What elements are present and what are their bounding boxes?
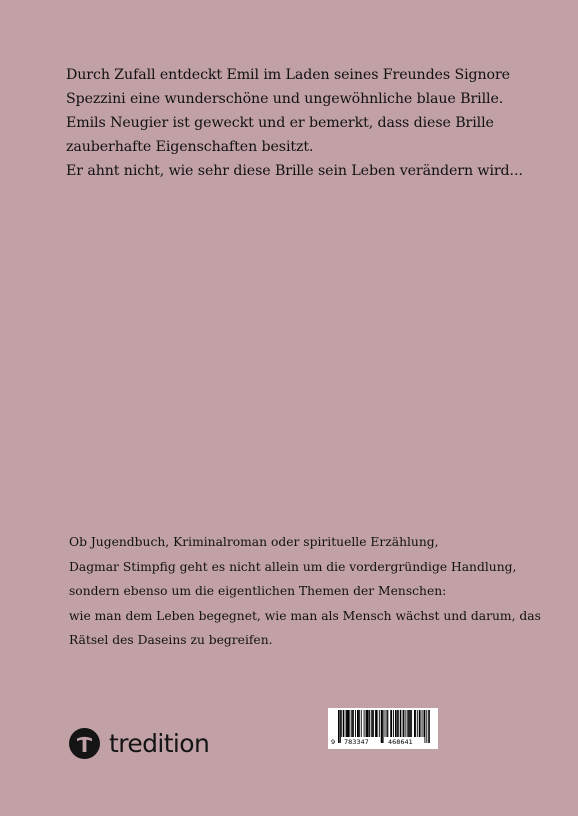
barcode-bar: [348, 710, 350, 737]
barcode-bar: [411, 710, 412, 737]
barcode-bar: [376, 710, 378, 737]
barcode-bar: [367, 710, 369, 737]
blurb-line: Durch Zufall entdeckt Emil im Laden seines Freundes Signore: [66, 67, 510, 83]
barcode-bar: [368, 710, 369, 737]
barcode-bar: [341, 710, 342, 737]
author-line: sondern ebenso um die eigentlichen Themen der Menschen:: [69, 584, 447, 598]
barcode-bar: [422, 710, 423, 737]
author-line: Dagmar Stimpfig geht es nicht allein um die vordergründige Handlung,: [69, 559, 517, 574]
barcode-bar: [375, 710, 376, 737]
barcode-bar: [415, 710, 416, 737]
author-line: Rätsel des Daseins zu begreifen.: [69, 633, 273, 647]
barcode-bar: [361, 710, 362, 737]
barcode-prefix: 9: [331, 738, 336, 746]
barcode-bar: [349, 710, 350, 737]
barcode-bar: [347, 710, 348, 737]
barcode-bar: [364, 710, 365, 737]
barcode-bar: [397, 710, 398, 737]
barcode-group-2: 468641: [388, 738, 413, 746]
barcode-bar: [405, 710, 406, 737]
barcode-bar: [358, 710, 359, 737]
blurb-text: [66, 63, 536, 183]
barcode-bar: [343, 710, 345, 737]
barcode-bar: [417, 710, 418, 737]
barcode-group-1: 783347: [344, 738, 369, 746]
barcode-bar: [373, 710, 374, 737]
barcode-bar: [395, 710, 397, 737]
barcode-bar: [369, 710, 370, 737]
barcode-digits: [328, 737, 438, 747]
blurb-line: zauberhafte Eigenschaften besitzt.: [66, 139, 314, 155]
blurb-line: Er ahnt nicht, wie sehr diese Brille sein Leben verändern wird...: [66, 163, 523, 179]
barcode-bar: [420, 710, 421, 737]
barcode-bar: [355, 710, 356, 737]
barcode-bar: [391, 710, 392, 737]
barcode-bar: [385, 710, 386, 737]
author-line: wie man dem Leben begegnet, wie man als Mensch wächst und darum, das: [69, 608, 541, 623]
barcode-bar: [351, 710, 352, 737]
barcode-bar: [407, 710, 408, 737]
barcode-bar: [408, 710, 409, 737]
author-description: [69, 530, 539, 653]
barcode-bar: [404, 710, 405, 737]
barcode-bar: [346, 710, 347, 737]
barcode-bar: [393, 710, 394, 737]
publisher-logo: [69, 726, 209, 760]
barcode-bar: [366, 710, 367, 737]
barcode-bar: [352, 710, 354, 737]
isbn-barcode: [328, 708, 438, 749]
blurb-line: Emils Neugier ist geweckt und er bemerkt, dass diese Brille: [66, 115, 494, 131]
author-line: Ob Jugendbuch, Kriminalroman oder spirituelle Erzählung,: [69, 535, 439, 549]
tredition-logo-icon: [69, 728, 100, 759]
barcode-bar: [409, 710, 411, 737]
barcode-bar: [371, 710, 373, 737]
barcode-bar: [387, 710, 388, 737]
barcode-bar: [398, 710, 399, 737]
blurb-line: Spezzini eine wunderschöne und ungewöhnliche blaue Brille.: [66, 91, 504, 107]
barcode-bar: [379, 710, 380, 737]
barcode-bar: [359, 710, 360, 737]
barcode-bar: [403, 710, 404, 737]
publisher-name: tredition: [109, 728, 210, 758]
barcode-bar: [400, 710, 402, 737]
barcode-bar: [386, 710, 387, 737]
